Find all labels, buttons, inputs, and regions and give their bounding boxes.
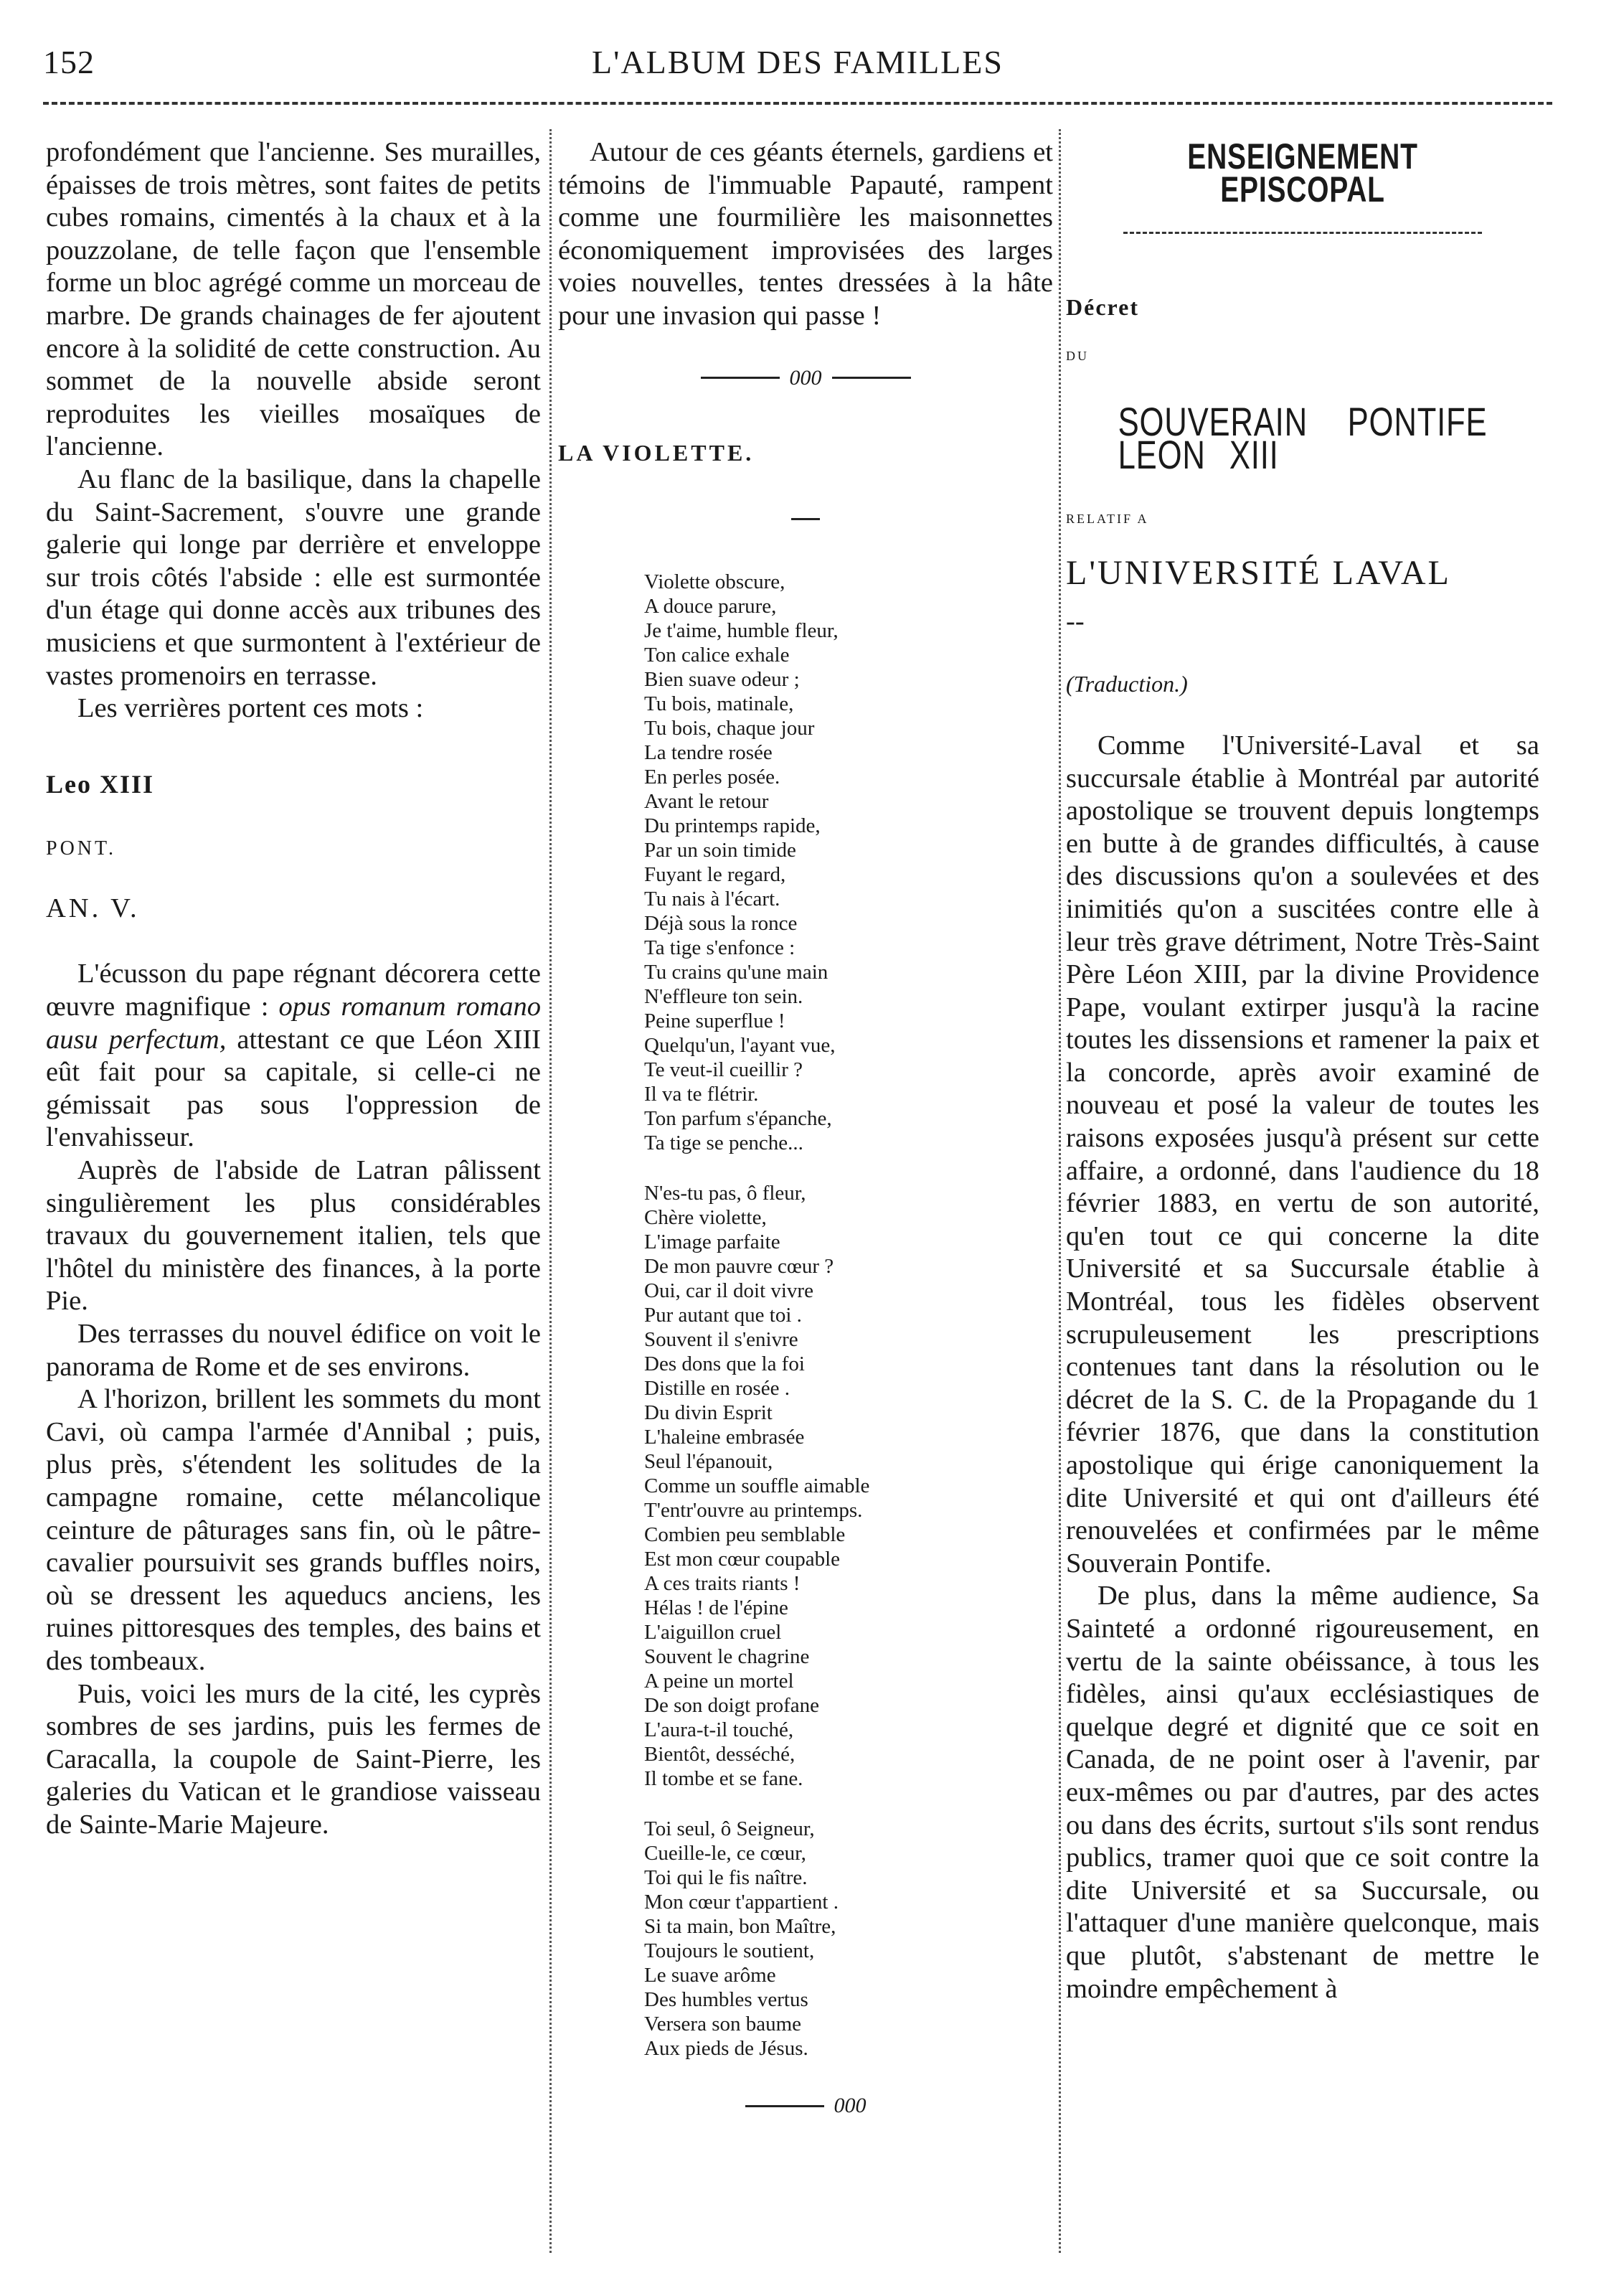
paragraph: De plus, dans la même audience, Sa Sainteté a ordonné rigoureusement, en vertu de la sainte obéissance, à tous les fidèles, ainsi qu'aux ecclésiastiques de quelque degré et dignité que ce soit en Canada, de ne point oser à l'avenir, par eux-mêmes ou par d'autres, par des actes ou dans des écrits, surtout s'ils sont rendus publics, tramer quoi que ce soit contre la dite Université et sa Succursale, ou l'attaquer d'une manière quelconque, mais que plutôt, s'abstenant de mettre le moindre empêchement à (1066, 1581, 1539, 2004)
poem-line: Tu crains qu'une main (644, 961, 828, 984)
poem-line: T'entr'ouvre au printemps. (644, 1499, 863, 1523)
rule (745, 2105, 824, 2107)
inscription-line: AN. V. (46, 893, 140, 923)
poem-line: Des humbles vertus (644, 1988, 808, 2012)
poem-line: Est mon cœur coupable (644, 1548, 841, 1571)
poem-line: Oui, car il doit vivre (644, 1279, 813, 1303)
poem-line: Ton calice exhale (644, 644, 790, 667)
poem-line: Pur autant que toi . (644, 1304, 802, 1327)
column-3 (1066, 136, 1539, 2005)
poem-line: Hélas ! de l'épine (644, 1596, 788, 1620)
poem-line: Tu bois, chaque jour (644, 717, 815, 740)
paragraph: Comme l'Université-Laval et sa succursale établie à Montréal par autorité apostolique se trouvent depuis longtemps en butte à de grandes difficultés, à cause des discussions qu'on a soulevées et des inimitiés qu'on a suscitées contre elle à leur très grave détriment, Notre Très-Saint Père Léon XIII, par la divine Providence Pape, voulant extirper jusqu'à la racine toutes les dissensions et ramener la paix et la concorde, après avoir examiné de nouveau et posé la valeur de toutes les raisons exposées jusqu'à présent sur cette affaire, a ordonné, dans l'audience du 18 février 1883, en vertu de son autorité, qu'en tout ce qui concerne la dite Université et sa Succursale établie à Montréal, tous les fidèles observent scrupuleusement les prescriptions contenues tant dans la résolution ou le décret de la S. C. de la Propagande du 1 février 1876, que dans la constitution apostolique qui érige canoniquement la dite Université et qui ont d'ailleurs été renouvelées et confirmées par le même Souverain Pontife. (1066, 730, 1539, 1578)
column-divider (1059, 129, 1061, 2253)
rule (832, 377, 911, 379)
poem-line: Il tombe et se fane. (644, 1767, 803, 1791)
poem-line: Tu bois, matinale, (644, 692, 794, 716)
separator-ornament: 000 (834, 2094, 867, 2118)
poem-line: Avant le retour (644, 790, 769, 814)
poem-line: Fuyant le regard, (644, 863, 786, 887)
poem-line: N'es-tu pas, ô fleur, (644, 1182, 806, 1205)
poem-line: Ta tige se penche... (644, 1131, 803, 1155)
poem-line: Quelqu'un, l'ayant vue, (644, 1034, 836, 1058)
poem-line: Bientôt, desséché, (644, 1743, 796, 1766)
header-rule (43, 102, 1552, 105)
poem-line: Cueille-le, ce cœur, (644, 1842, 806, 1865)
poem-line: Toujours le soutient, (644, 1939, 815, 1963)
poem-line: Si ta main, bon Maître, (644, 1915, 836, 1939)
poem-line: Distille en rosée . (644, 1377, 790, 1401)
inscription-line: Leo XIII (46, 769, 155, 799)
poem-line: Il va te flétrir. (644, 1083, 759, 1106)
poem-line: Souvent il s'enivre (644, 1328, 798, 1352)
poem-line: Des dons que la foi (644, 1352, 805, 1376)
poem-line: Tu nais à l'écart. (644, 888, 780, 911)
latin-motto: opus romanum romano ausu perfectum, (46, 992, 541, 1055)
poem-line: Je t'aime, humble fleur, (644, 619, 839, 643)
poem-line: Peine superflue ! (644, 1010, 785, 1033)
poem-line: Comme un souffle aimable (644, 1474, 870, 1498)
poem-line: Le suave arôme (644, 1964, 776, 1987)
poem-stanza (644, 1181, 1053, 1791)
poem-stanza (644, 1817, 1053, 2061)
paragraph: Auprès de l'abside de Latran pâlissent singulièrement les plus considérables travaux du gouvernement italien, tels que l'hôtel du ministère des finances, à la porte Pie. (46, 1155, 541, 1317)
poem-line: Mon cœur t'appartient . (644, 1891, 839, 1914)
poem-line: L'aura-t-il touché, (644, 1718, 794, 1742)
pontiff-heading: SOUVERAIN PONTIFE LEON XIII (1118, 399, 1488, 477)
poem-line: De son doigt profane (644, 1694, 820, 1718)
separator-ornament: 000 (789, 365, 822, 390)
rule (701, 377, 780, 379)
poem-stanza (644, 570, 1053, 1155)
section-separator (558, 2089, 1053, 2122)
poem-line: Toi seul, ô Seigneur, (644, 1817, 815, 1841)
poem-line: Versera son baume (644, 2013, 802, 2036)
section-separator (558, 362, 1053, 395)
poem-line: Toi qui le fis naître. (644, 1866, 808, 1890)
poem-line: Bien suave odeur ; (644, 668, 800, 692)
poem-line: Aux pieds de Jésus. (644, 2037, 808, 2061)
column-divider (549, 129, 552, 2253)
paragraph: Puis, voici les murs de la cité, les cyprès sombres de ses jardins, puis les fermes de Caracalla, la coupole de Saint-Pierre, les galeries du Vatican et le grandiose vaisseau de Sainte-Marie Majeure. (46, 1678, 541, 1840)
paragraph: Les verrières portent ces mots : (77, 693, 424, 724)
poem-line: Souvent le chagrine (644, 1645, 810, 1669)
poem-title: LA VIOLETTE. (558, 440, 755, 466)
university-heading: L'UNIVERSITÉ LAVAL (1066, 554, 1451, 593)
poem-line: Déjà sous la ronce (644, 912, 798, 936)
poem-line: De mon pauvre cœur ? (644, 1255, 834, 1279)
page-header (43, 43, 1552, 93)
paragraph (46, 958, 541, 1154)
poem-line: Ta tige s'enfonce : (644, 936, 796, 960)
poem-line: Chère violette, (644, 1206, 767, 1230)
poem-line: N'effleure ton sein. (644, 985, 803, 1009)
translation-note: (Traduction.) (1066, 671, 1188, 697)
poem-line: L'image parfaite (644, 1230, 780, 1254)
poem-line: A peine un mortel (644, 1670, 794, 1693)
text-run: attestant ce que Léon XIII eût fait pour sa capitale, si celle-ci ne gémissait pas sous l'oppression de l'envahisseur. (46, 1024, 541, 1153)
journal-title: L'ALBUM DES FAMILLES (592, 44, 1004, 80)
heading-dash: -- (1066, 606, 1085, 636)
poem-line: A ces traits riants ! (644, 1572, 801, 1596)
paragraph: Autour de ces géants éternels, gardiens et témoins de l'immuable Papauté, rampent comme une fourmilière les maisonnettes économiquement improvisées des larges voies nouvelles, tentes dressées à la hâte pour une invasion qui passe ! (558, 137, 1053, 331)
inscription-line: PONT. (46, 837, 117, 860)
poem-line: Du divin Esprit (644, 1401, 773, 1425)
decree-du: DU (1066, 348, 1089, 363)
poem-line: Combien peu semblable (644, 1523, 846, 1547)
paragraph: Au flanc de la basilique, dans la chapelle du Saint-Sacrement, s'ouvre une grande galerie qui longe par derrière et enveloppe sur trois côtés l'abside : elle est surmontée d'un étage qui donne accès aux tribunes des musiciens et que surmontent à l'extérieur de vastes promenoirs en terrasse. (46, 463, 541, 691)
poem-line: A douce parure, (644, 595, 777, 618)
poem-line: En perles posée. (644, 766, 780, 789)
poem-line: L'haleine embrasée (644, 1426, 805, 1449)
decree-label: Décret (1066, 294, 1139, 321)
paragraph: A l'horizon, brillent les sommets du mont Cavi, où campa l'armée d'Annibal ; puis, plus près, s'étendent les solitudes de la campagne romaine, cette mélancolique ceinture de pâturages sans fin, où le pâtre-cavalier poursuivit ses grands buffles noirs, où se dressent les aqueducs anciens, les ruines pittoresques des temples, des bains et des tombeaux. (46, 1384, 541, 1676)
title-dash (558, 496, 1053, 529)
paragraph: profondément que l'ancienne. Ses murailles, épaisses de trois mètres, sont faites de petits cubes romains, cimentés à la chaux et à la pouzzolane, de telle façon que l'ensemble forme un bloc agrégé comme un morceau de marbre. De grands chainages de fer ajoutent encore à la solidité de cette construction. Au sommet de la nouvelle abside seront reproduites les vieilles mosaïques de l'ancienne. (46, 137, 541, 462)
page-number: 152 (43, 44, 95, 80)
poem-line: Te veut-il cueillir ? (644, 1058, 803, 1082)
poem-line: Du printemps rapide, (644, 814, 821, 838)
poem-line: Violette obscure, (644, 570, 785, 594)
text-run: L'écusson du pape régnant décorera cette œuvre magnifique : (46, 959, 541, 1022)
column-1 (46, 136, 541, 1842)
column-2 (558, 136, 1053, 2122)
poem-line: La tendre rosée (644, 741, 773, 765)
poem-line: Par un soin timide (644, 839, 796, 862)
poem-line: Seul l'épanouit, (644, 1450, 773, 1474)
poem-line: Ton parfum s'épanche, (644, 1107, 832, 1131)
relatif-label: RELATIF A (1066, 511, 1149, 526)
paragraph: Des terrasses du nouvel édifice on voit le panorama de Rome et de ses environs. (46, 1319, 541, 1382)
poem-line: L'aiguillon cruel (644, 1621, 782, 1644)
section-title: ENSEIGNEMENT EPISCOPAL (1187, 136, 1418, 210)
